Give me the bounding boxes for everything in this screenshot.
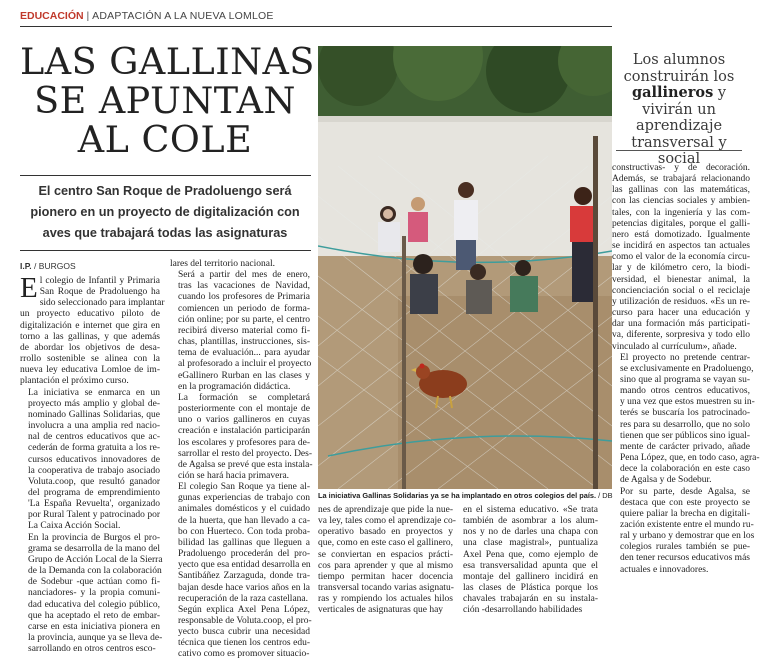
paragraph (170, 605, 310, 661)
text-line: tienen que ser públicos sino igual- (620, 430, 751, 441)
text-line: 'La España Revuelta', organizado (28, 499, 160, 510)
text-line: operativo basado en proyectos y (318, 527, 453, 538)
text-line: nal de centros educativos que ac- (28, 432, 160, 443)
text-line: gunas experiencias de trabajo con (178, 493, 310, 504)
pull-quote-before: Los alumnos construirán los (623, 52, 735, 85)
paragraph (20, 532, 163, 656)
text-line: que ha aceptado el reto de embar- (28, 610, 160, 621)
text-line: un proyecto educativo piloto de (20, 309, 160, 320)
caption-credit: / DB (598, 491, 613, 500)
photo-caption (318, 491, 612, 501)
byline (20, 261, 76, 271)
text-line: lares del territorio nacional. (170, 259, 275, 269)
text-line: la provincia, aunque ya se lleva de- (28, 633, 163, 643)
text-line: eGallinero Rurban en las clases y (178, 370, 310, 381)
text-line: creación e instalación participarán (178, 426, 310, 437)
text-line: grama se desarrolla de la mano del (28, 543, 160, 554)
text-line: sarrollar el resto del proyecto. Des- (178, 448, 313, 459)
text-line: destaca que con este proyecto se (620, 497, 750, 508)
text-line: de Agalsa y de Sodebur. (620, 475, 712, 486)
section-label: EDUCACIÓN (20, 10, 84, 22)
text-line: dar una formación más participati- (612, 319, 750, 330)
text-line: La formación se completará (178, 392, 310, 403)
text-line: nes de aprendizaje que pide la nue- (318, 505, 453, 515)
paragraph (170, 482, 310, 605)
subhead-top-rule (20, 175, 311, 176)
section-header (20, 10, 760, 23)
text-line: carse en esta iniciativa pionera en (28, 621, 160, 632)
text-line: den tener recursos educativos más (620, 553, 750, 564)
text-line: nominado Gallinas Solidarias, que (28, 409, 160, 420)
article-column-5 (612, 163, 760, 576)
headline-line: SE APUNTAN (34, 79, 296, 122)
text-line: Será a partir del mes de enero, (178, 270, 310, 281)
text-line: chas, plantillas, instrucciones, sis- (178, 337, 310, 348)
text-line: San Roque de Pradoluengo ha (39, 287, 160, 298)
text-line: chavales trabajarán en su instala- (463, 594, 598, 605)
article-column-2 (170, 259, 313, 661)
paragraph (612, 486, 755, 576)
text-line: mando otros centros educativos, (620, 386, 750, 397)
text-line: Además, se trabajará relacionando (612, 174, 750, 185)
text-line: La Caixa Acción Social. (28, 521, 121, 532)
text-line: Santibáñez Zarzaguda, donde tra- (178, 571, 310, 582)
text-line: nueva ley educativa Lomloe de im- (20, 365, 160, 376)
text-line: recibirá diverso material como fi- (178, 325, 310, 336)
paragraph (318, 505, 456, 617)
text-line: una clase magistral», puntualiza (463, 538, 598, 549)
text-line: mente de carácter privado, añade (620, 441, 750, 452)
paragraph (170, 259, 310, 270)
text-line: l colegio de Infantil y Primaria (39, 276, 160, 286)
text-line: nanciadores- y la propia comuni- (28, 588, 160, 599)
text-line: cuando los profesores de Primaria (178, 292, 310, 303)
text-line: cursos educativos innovadores de (28, 454, 160, 465)
text-line: versidad, el bienestar animal, la (612, 274, 750, 285)
paragraph (463, 505, 598, 617)
text-line: lar y de kilómetro cero, la biodi- (612, 263, 750, 274)
paragraph (20, 388, 160, 533)
text-line: Según explica Axel Pena López, (178, 604, 310, 615)
header-rule (20, 26, 612, 27)
article-column-3 (318, 505, 456, 617)
text-line: Pradoluengo procederán del pro- (178, 549, 310, 560)
text-line: como el valor de la economía circu- (612, 252, 750, 263)
text-line: curso para hacer una educación y (612, 308, 750, 319)
text-line: res para su desarrollo, que no solo (620, 419, 750, 430)
paragraph (612, 163, 750, 353)
text-line: sido seleccionado para implantar (39, 298, 165, 309)
subhead-bottom-rule (20, 250, 311, 251)
text-line: plantación el próximo curso. (20, 376, 129, 387)
text-line: de abordar los objetivos de desa- (20, 342, 160, 353)
headline-line: LAS GALLINAS (20, 40, 315, 83)
text-line: bajan desde hace varios años en la (178, 582, 310, 593)
text-line: torno a las gallinas, y que además (20, 331, 160, 342)
text-line: actuales e innovadores. (620, 564, 709, 575)
text-line: La iniciativa se enmarca en un (28, 387, 160, 398)
text-line: y una vez que estos muestren su in- (620, 397, 755, 408)
text-line: yecto busca cubrir una necesidad (178, 627, 310, 638)
text-line: de la Demanda con la colaboración (28, 566, 162, 577)
text-line: Voluta.coop, que resultó ganador (28, 476, 160, 487)
text-line: dece la colaboración en este caso (620, 464, 750, 475)
subhead: El centro San Roque de Pradoluengo será pionero en un proyecto de digitalización con aves que trabajará todas las asignaturas (30, 184, 300, 240)
text-line: transversal tocando varias asignatu- (318, 583, 454, 594)
text-line: en el sistema educativo. «Se trata (463, 505, 598, 515)
text-line: yecto que esa entidad desarrolla en (178, 560, 311, 571)
text-line: las gallinas con las matemáticas, (612, 185, 750, 196)
article-photo (318, 46, 612, 489)
text-line: El colegio San Roque ya tiene al- (178, 482, 310, 493)
drop-cap: E (20, 272, 38, 304)
text-line: las clases de Plástica porque los (463, 583, 598, 594)
text-line: petencias digitales, porque el galli- (612, 218, 750, 229)
text-line: la cooperativa de trabajo asociado (28, 465, 160, 476)
text-line: se incidirá en aspectos tan actuales (612, 241, 750, 252)
text-line: cativo como es promover situacio- (178, 649, 310, 660)
subsection-label: ADAPTACIÓN A LA NUEVA LOMLOE (92, 10, 274, 22)
text-line: por Rural Talent y patrocinado por (28, 510, 160, 521)
headline (20, 40, 315, 161)
text-line: de Agalsa se prevé que esta instala- (178, 459, 313, 470)
text-line: con las ciencias sociales y ambien- (612, 196, 750, 207)
text-line: vinculado al currículum», añade. (612, 341, 737, 352)
text-line: nero está domotizado. Igualmente (612, 229, 750, 240)
article-column-1 (20, 272, 165, 655)
section-separator: | (86, 10, 90, 22)
text-line: Axel Pena que, como ejemplo de (463, 549, 598, 560)
text-line: tras las vacaciones de Navidad, (178, 281, 310, 292)
text-line: ción online; por su parte, el centro (178, 314, 310, 325)
text-line: comiencen un periodo de forma- (178, 303, 310, 314)
text-line: y utilización de residuos. «Es un re- (612, 296, 750, 307)
pull-quote-rule (616, 150, 742, 151)
text-line: tiempo permitan hacer docencia (318, 571, 453, 582)
text-line: tales, con la ingeniería y las com- (612, 207, 750, 218)
text-line: ral y urbano y demostrar que en los (620, 531, 755, 542)
text-line: ras y rompiendo los actuales hilos (318, 594, 453, 605)
text-line: digitalización e internet que gira en (20, 320, 160, 331)
paragraph (170, 392, 313, 482)
text-line: zación existente entre el mundo ru- (620, 520, 754, 530)
caption-text: La iniciativa Gallinas Solidarias ya se ha implantado en otros colegios del país. (318, 491, 597, 500)
text-line: El proyecto no pretende centrar- (620, 352, 750, 363)
text-line: se conviertan en espacios prácti- (318, 549, 453, 560)
text-line: verticales de asignaturas que hay (318, 605, 444, 616)
text-line: ción se hará hacia primavera. (178, 470, 290, 481)
text-line: Grupo de Acción Local de la Sierra (28, 554, 163, 565)
text-line: va, diferente, sorpresiva y todo ello (612, 330, 750, 341)
text-line: rrollo sostenible se alinea con la (20, 354, 160, 365)
text-line: concienciación social o el reciclaje (612, 285, 750, 296)
text-line: de la huerta, que han llevado a ca- (178, 515, 310, 526)
text-line: montaje del gallinero incidirá en (463, 571, 598, 582)
text-line: posteriormente con el montaje de (178, 404, 310, 415)
text-line: del programa de emprendimiento (28, 487, 160, 498)
text-line: esa transversalidad apunta que el (463, 560, 598, 571)
paragraph (612, 352, 760, 487)
text-line: cederán de forma gratuita a los re- (28, 443, 160, 454)
text-line: proyecto más amplio y global de- (28, 398, 160, 409)
text-line: bo con Huerteco. Con toda proba- (178, 526, 310, 537)
text-line: constructivas- y de decoración. (612, 163, 750, 173)
text-line: que, como en este caso el gallinero, (318, 538, 454, 549)
text-line: técnica que tienen los centros edu- (178, 638, 310, 649)
text-line: en la programación didáctica. (178, 381, 291, 392)
text-line: involucra a una amplia red nacio- (28, 421, 160, 432)
paragraph (170, 270, 310, 393)
text-line: cos para aprender y que al mismo (318, 560, 453, 571)
text-line: sarrollando en otros centros esco- (28, 644, 156, 655)
text-line: al profesorado a incluir el proyecto (178, 359, 312, 370)
text-line: bilidad las gallinas que lleguen a (178, 537, 310, 548)
pull-quote-bold: gallineros (631, 84, 714, 101)
text-line: nos y no de darles una chapa con (463, 527, 598, 538)
text-line: ción -desarrollando habilidades (463, 605, 583, 616)
text-line: responsable de Voluta.coop, el pro- (178, 616, 312, 626)
text-line: terés se buscaría los patrocinado- (620, 408, 750, 419)
text-line: tema de evaluación... para ayudar (178, 348, 310, 359)
text-line: se exclusivamente en Pradoluengo, (620, 363, 754, 374)
text-line: quiere paliar la brecha en digitali- (620, 508, 750, 519)
text-line: uno o varios gallineros en cuyas (178, 415, 310, 426)
byline-author: I.P. (20, 261, 32, 271)
text-line: va ley, tales como el aprendizaje co- (318, 516, 456, 527)
headline-line: AL COLE (77, 118, 253, 161)
text-line: sino que al programa se vayan su- (620, 374, 750, 385)
text-line: dad educativa del colegio público, (28, 599, 160, 610)
text-line: Pena López, que, en todo caso, agra- (620, 453, 760, 464)
text-line: animales domésticos y el cuidado (178, 504, 310, 515)
text-line: de Sodebur -que actúan como fi- (28, 577, 160, 588)
text-line: los escolares y profesores para de- (178, 437, 310, 448)
text-line: recuperación de la raza castellana. (178, 593, 309, 604)
text-line: Por su parte, desde Agalsa, se (620, 486, 750, 497)
text-line: En la provincia de Burgos el pro- (28, 532, 160, 543)
paragraph (20, 272, 165, 388)
byline-place: / BURGOS (34, 261, 76, 271)
pull-quote-after: y vivirán un aprendizaje transversal y social (631, 85, 727, 167)
text-line: colegios rurales también se pue- (620, 542, 750, 553)
article-column-4 (463, 505, 598, 617)
text-line: también de asombrar a los alum- (463, 516, 598, 527)
